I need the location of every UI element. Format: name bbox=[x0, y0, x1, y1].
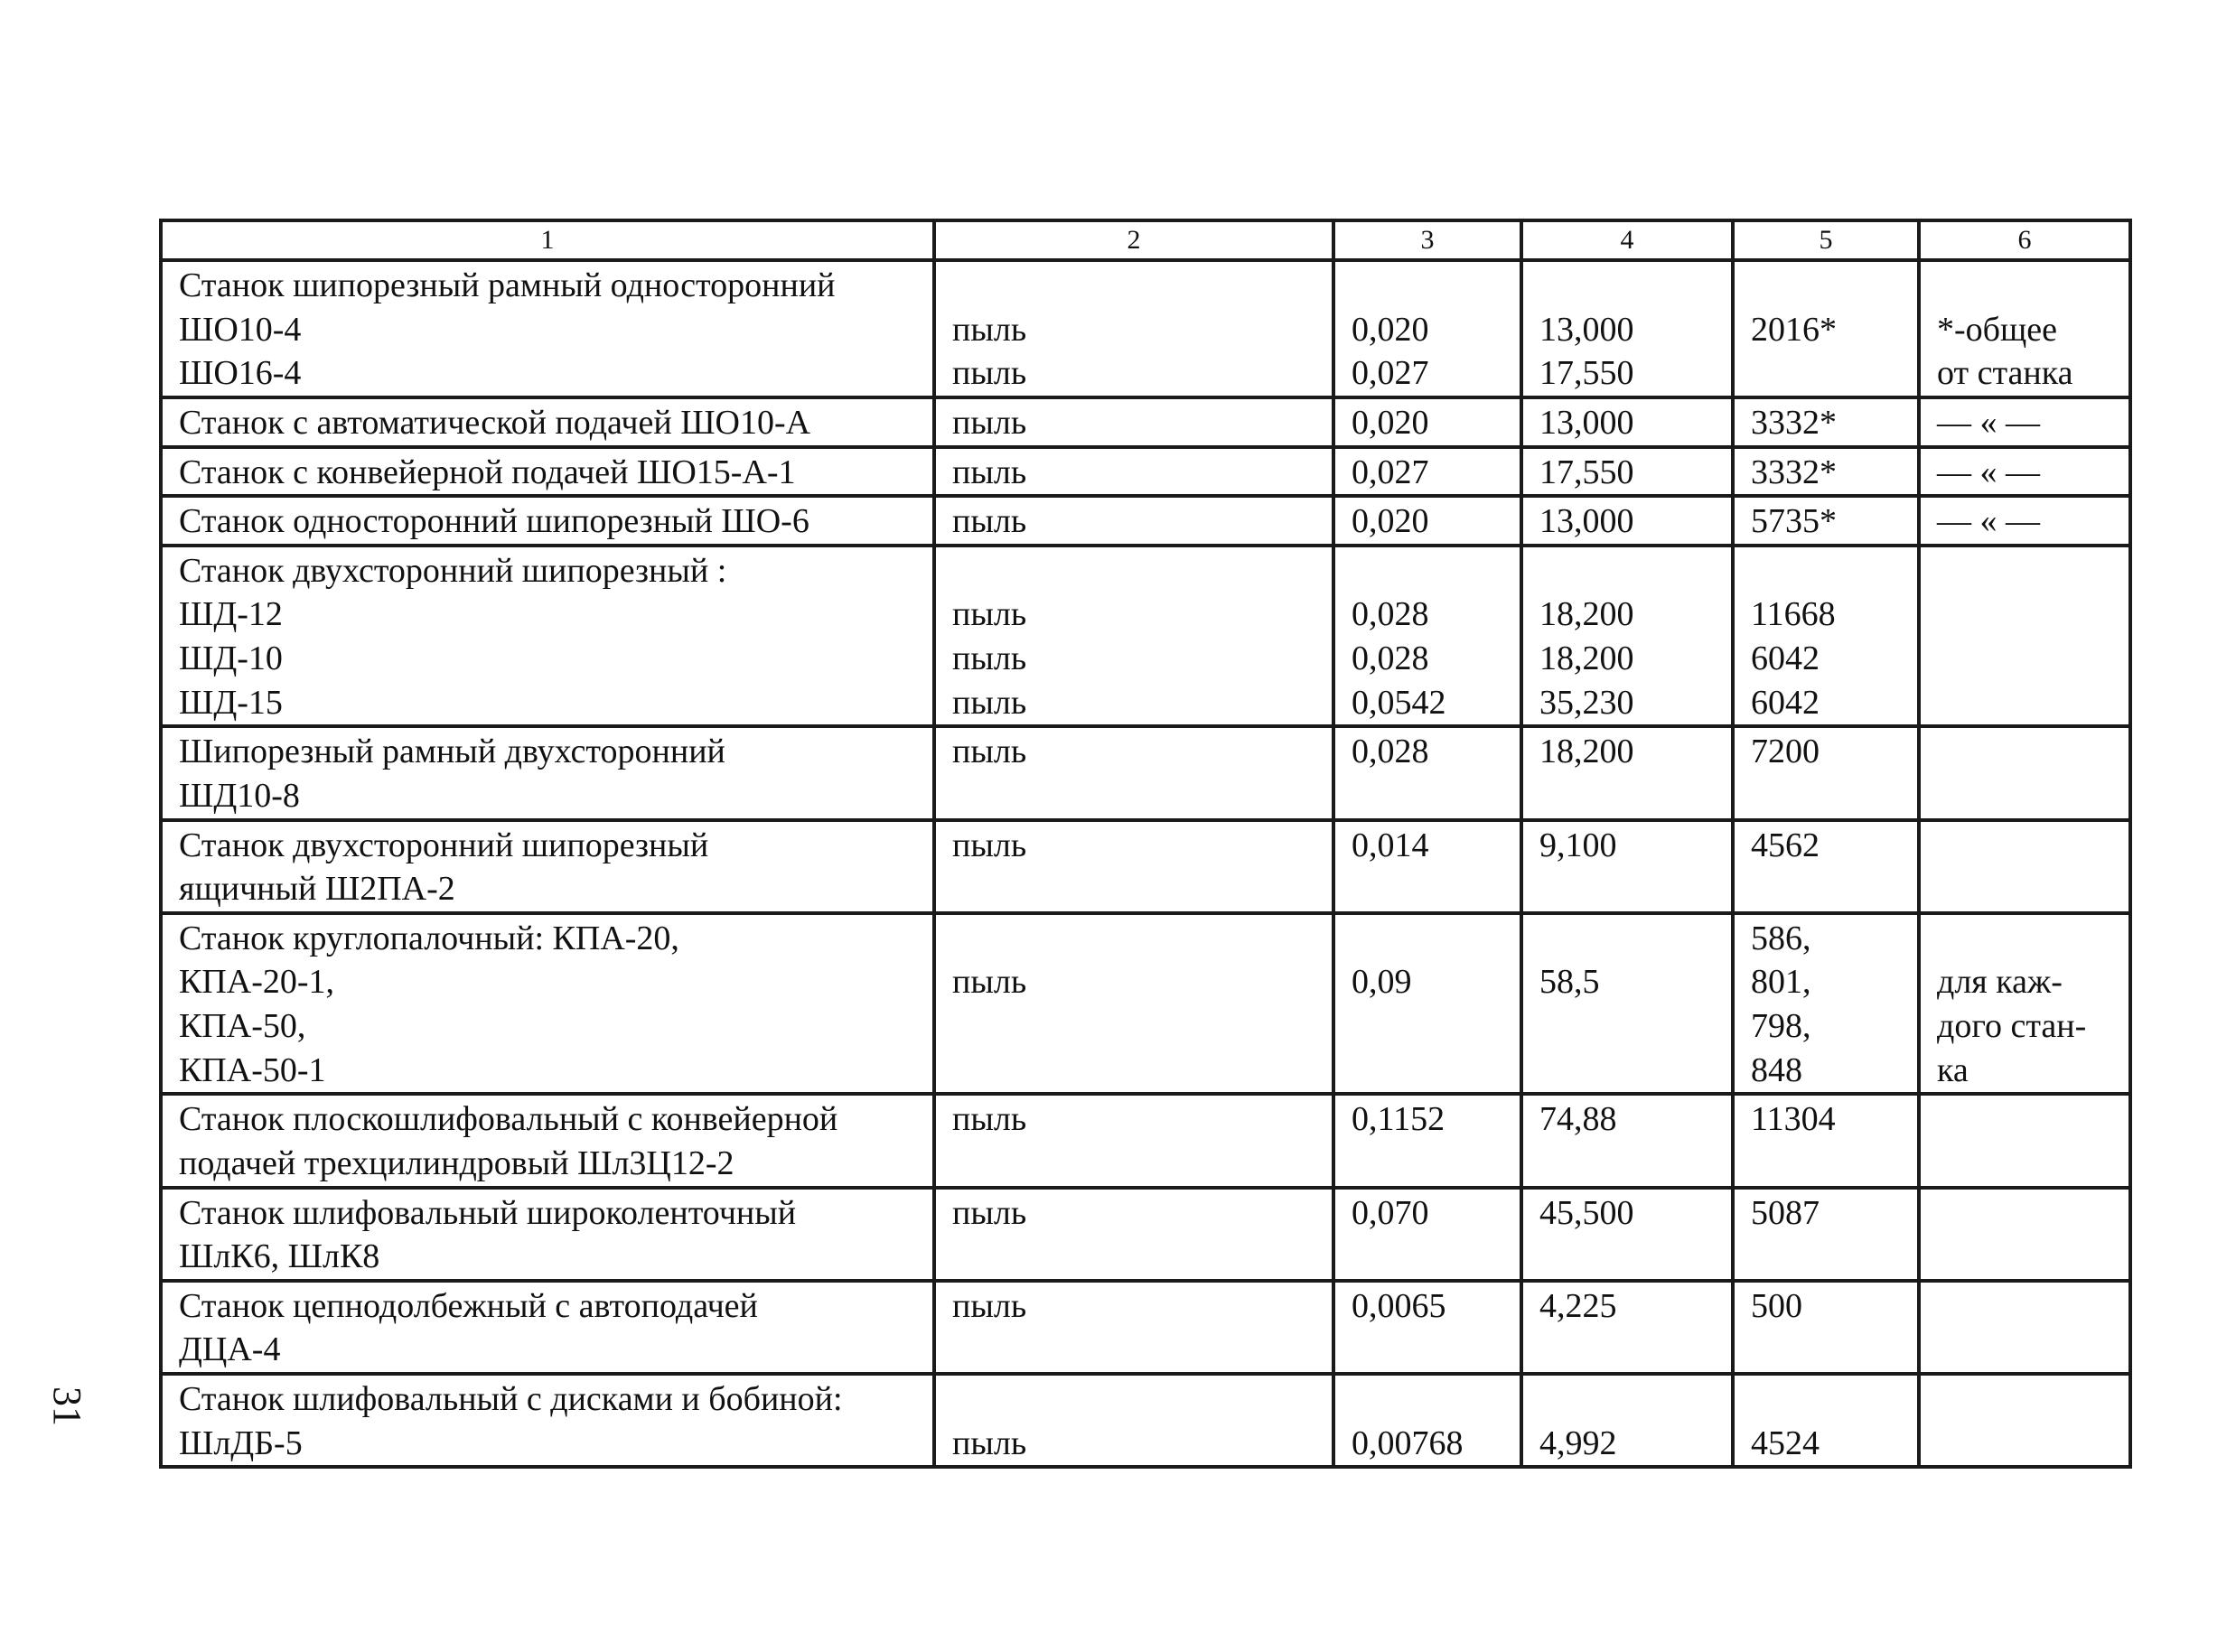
machine-name-cell: Станок двухсторонний шипорезный : ШД-12 ШД-10 ШД-15 bbox=[161, 546, 934, 727]
header-cell-3: 3 bbox=[1333, 220, 1521, 260]
note-cell: — « — bbox=[1919, 397, 2130, 447]
note-cell bbox=[1919, 1094, 2130, 1187]
col3-value-cell: 0,1152 bbox=[1333, 1094, 1521, 1187]
table-row bbox=[161, 1281, 2130, 1374]
col4-value-cell: 4,992 bbox=[1521, 1374, 1733, 1467]
substance-cell: пыль bbox=[934, 1188, 1333, 1281]
emissions-table bbox=[159, 219, 2132, 1469]
substance-cell: пыль bbox=[934, 726, 1333, 819]
note-cell: *-общее от станка bbox=[1919, 260, 2130, 397]
col5-value-cell: 2016* bbox=[1733, 260, 1919, 397]
note-cell: для каж- дого стан- ка bbox=[1919, 913, 2130, 1095]
substance-cell: пыль пыль bbox=[934, 260, 1333, 397]
table-row bbox=[161, 1094, 2130, 1187]
header-cell-2: 2 bbox=[934, 220, 1333, 260]
table-row bbox=[161, 546, 2130, 727]
table-row bbox=[161, 1188, 2130, 1281]
col3-value-cell: 0,028 bbox=[1333, 726, 1521, 819]
col4-value-cell: 17,550 bbox=[1521, 447, 1733, 497]
header-cell-1: 1 bbox=[161, 220, 934, 260]
note-cell bbox=[1919, 1374, 2130, 1467]
header-cell-6: 6 bbox=[1919, 220, 2130, 260]
col5-value-cell: 5735* bbox=[1733, 496, 1919, 546]
machine-name-cell: Станок с автоматической подачей ШО10-А bbox=[161, 397, 934, 447]
machine-name-cell: Станок двухсторонний шипорезный ящичный Ш2ПА-2 bbox=[161, 820, 934, 913]
substance-cell: пыль bbox=[934, 496, 1333, 546]
col5-value-cell: 4524 bbox=[1733, 1374, 1919, 1467]
col3-value-cell: 0,09 bbox=[1333, 913, 1521, 1095]
col3-value-cell: 0,020 0,027 bbox=[1333, 260, 1521, 397]
col4-value-cell: 4,225 bbox=[1521, 1281, 1733, 1374]
col4-value-cell: 13,000 bbox=[1521, 496, 1733, 546]
col5-value-cell: 4562 bbox=[1733, 820, 1919, 913]
col5-value-cell: 11668 6042 6042 bbox=[1733, 546, 1919, 727]
machine-name-cell: Станок шлифовальный широколенточный ШлК6, ШлК8 bbox=[161, 1188, 934, 1281]
table-row bbox=[161, 260, 2130, 397]
col3-value-cell: 0,020 bbox=[1333, 397, 1521, 447]
col4-value-cell: 9,100 bbox=[1521, 820, 1733, 913]
header-row bbox=[161, 220, 2130, 260]
col5-value-cell: 7200 bbox=[1733, 726, 1919, 819]
page-number: 31 bbox=[45, 1386, 89, 1426]
col3-value-cell: 0,027 bbox=[1333, 447, 1521, 497]
col3-value-cell: 0,0065 bbox=[1333, 1281, 1521, 1374]
machine-name-cell: Станок шлифовальный с дисками и бобиной: ШлДБ-5 bbox=[161, 1374, 934, 1467]
col4-value-cell: 18,200 bbox=[1521, 726, 1733, 819]
table-row bbox=[161, 496, 2130, 546]
col4-value-cell: 45,500 bbox=[1521, 1188, 1733, 1281]
table-row bbox=[161, 726, 2130, 819]
machine-name-cell: Станок шипорезный рамный односторонний ШО10-4 ШО16-4 bbox=[161, 260, 934, 397]
table-row bbox=[161, 820, 2130, 913]
header-cell-4: 4 bbox=[1521, 220, 1733, 260]
substance-cell: пыль bbox=[934, 1374, 1333, 1467]
note-cell bbox=[1919, 1281, 2130, 1374]
machine-name-cell: Станок плоскошлифовальный с конвейерной подачей трехцилиндровый Шл3Ц12-2 bbox=[161, 1094, 934, 1187]
col3-value-cell: 0,014 bbox=[1333, 820, 1521, 913]
substance-cell: пыль bbox=[934, 397, 1333, 447]
machine-name-cell: Станок односторонний шипорезный ШО-6 bbox=[161, 496, 934, 546]
machine-name-cell: Станок с конвейерной подачей ШО15-А-1 bbox=[161, 447, 934, 497]
note-cell bbox=[1919, 1188, 2130, 1281]
col3-value-cell: 0,028 0,028 0,0542 bbox=[1333, 546, 1521, 727]
col3-value-cell: 0,070 bbox=[1333, 1188, 1521, 1281]
table-body bbox=[161, 260, 2130, 1467]
col3-value-cell: 0,00768 bbox=[1333, 1374, 1521, 1467]
col5-value-cell: 5087 bbox=[1733, 1188, 1919, 1281]
machine-name-cell: Шипорезный рамный двухсторонний ШД10-8 bbox=[161, 726, 934, 819]
col5-value-cell: 586, 801, 798, 848 bbox=[1733, 913, 1919, 1095]
machine-name-cell: Станок круглопалочный: КПА-20, КПА-20-1, КПА-50, КПА-50-1 bbox=[161, 913, 934, 1095]
note-cell: — « — bbox=[1919, 447, 2130, 497]
note-cell bbox=[1919, 820, 2130, 913]
table-row bbox=[161, 447, 2130, 497]
table-row bbox=[161, 1374, 2130, 1467]
col5-value-cell: 3332* bbox=[1733, 397, 1919, 447]
col4-value-cell: 58,5 bbox=[1521, 913, 1733, 1095]
substance-cell: пыль bbox=[934, 1281, 1333, 1374]
substance-cell: пыль bbox=[934, 447, 1333, 497]
table-row bbox=[161, 397, 2130, 447]
col5-value-cell: 11304 bbox=[1733, 1094, 1919, 1187]
note-cell bbox=[1919, 546, 2130, 727]
col5-value-cell: 500 bbox=[1733, 1281, 1919, 1374]
col4-value-cell: 13,000 bbox=[1521, 397, 1733, 447]
machine-name-cell: Станок цепнодолбежный с автоподачей ДЦА-4 bbox=[161, 1281, 934, 1374]
substance-cell: пыль bbox=[934, 913, 1333, 1095]
note-cell: — « — bbox=[1919, 496, 2130, 546]
note-cell bbox=[1919, 726, 2130, 819]
substance-cell: пыль bbox=[934, 820, 1333, 913]
col3-value-cell: 0,020 bbox=[1333, 496, 1521, 546]
col4-value-cell: 74,88 bbox=[1521, 1094, 1733, 1187]
col4-value-cell: 13,000 17,550 bbox=[1521, 260, 1733, 397]
col4-value-cell: 18,200 18,200 35,230 bbox=[1521, 546, 1733, 727]
header-cell-5: 5 bbox=[1733, 220, 1919, 260]
col5-value-cell: 3332* bbox=[1733, 447, 1919, 497]
substance-cell: пыль пыль пыль bbox=[934, 546, 1333, 727]
substance-cell: пыль bbox=[934, 1094, 1333, 1187]
table-row bbox=[161, 913, 2130, 1095]
